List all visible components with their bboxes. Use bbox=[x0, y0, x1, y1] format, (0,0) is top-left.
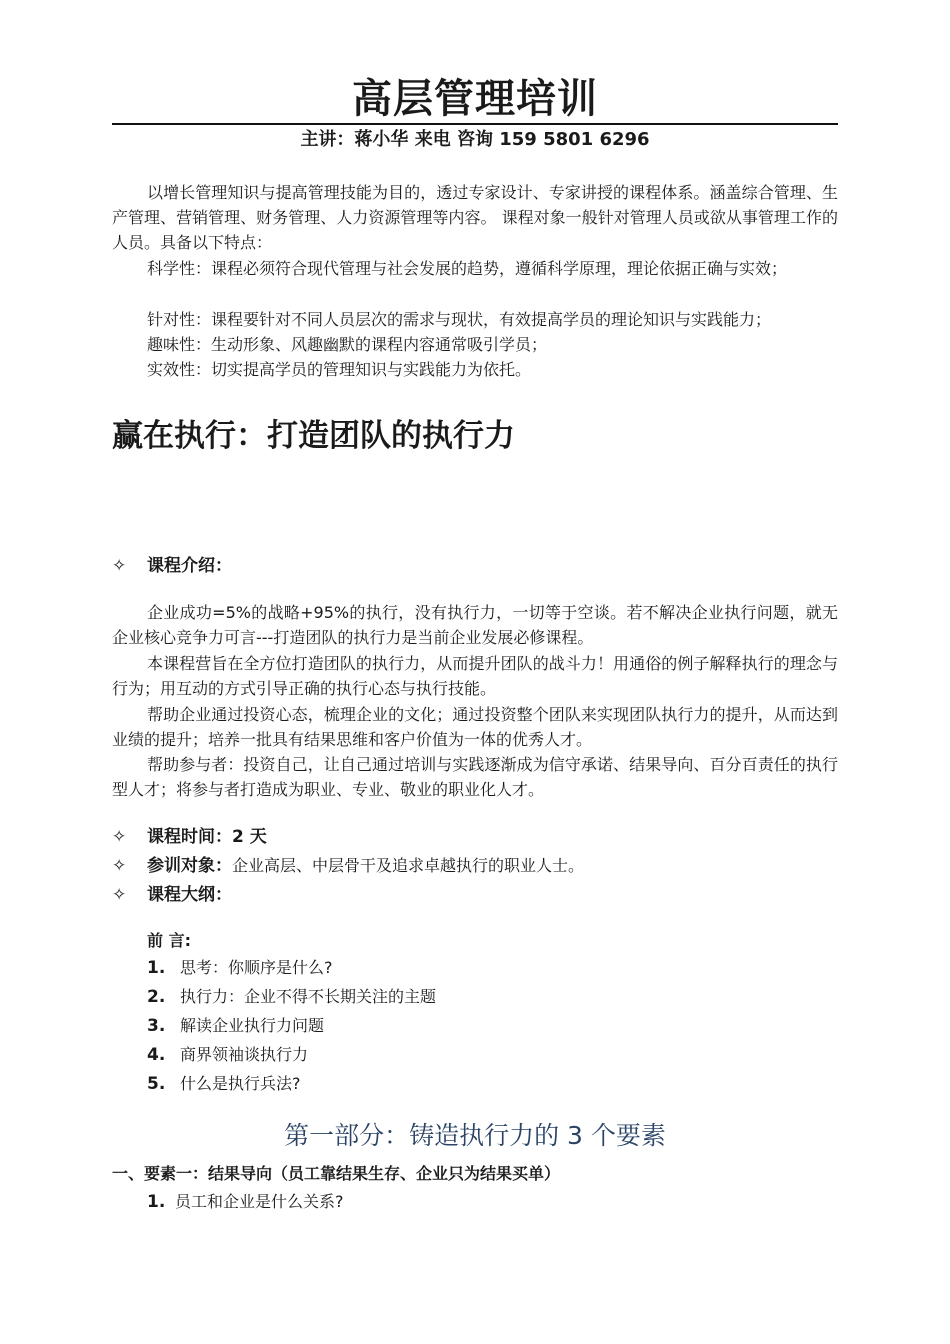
list-number: 4. bbox=[147, 1045, 166, 1065]
diamond-bullet-icon: ✧ bbox=[112, 885, 127, 905]
list-item bbox=[147, 1072, 301, 1096]
diamond-bullet-icon: ✧ bbox=[112, 856, 127, 876]
part-one-heading: 第一部分：铸造执行力的 3 个要素 bbox=[284, 1121, 666, 1150]
feature-practical: 实效性：切实提高学员的管理知识与实践能力为依托。 bbox=[147, 360, 532, 379]
list-number: 1. bbox=[147, 1192, 166, 1212]
title-divider bbox=[112, 123, 838, 125]
speaker-contact: 主讲：蒋小华 来电 咨询 159 5801 6296 bbox=[300, 129, 650, 150]
document-title: 高层管理培训 bbox=[352, 76, 598, 122]
course-intro-heading bbox=[112, 553, 232, 579]
feature-targeted: 针对性：课程要针对不同人员层次的需求与现状，有效提高学员的理论知识与实践能力； bbox=[147, 310, 772, 329]
audience-label: 参训对象： bbox=[147, 856, 232, 876]
list-text: 思考：你顺序是什么? bbox=[180, 958, 333, 977]
list-item bbox=[147, 1043, 308, 1067]
course-audience bbox=[112, 853, 584, 879]
list-number: 2. bbox=[147, 987, 166, 1007]
course-intro-paragraph: 帮助企业通过投资心态，梳理企业的文化；通过投资整个团队来实现团队执行力的提升，从而达到业绩的提升；培养一批具有结果思维和客户价值为一体的优秀人才。 bbox=[112, 705, 838, 749]
list-number: 1. bbox=[147, 958, 166, 978]
list-text: 解读企业执行力问题 bbox=[180, 1016, 325, 1035]
list-item bbox=[147, 1190, 344, 1214]
diamond-bullet-icon: ✧ bbox=[112, 556, 127, 576]
course-intro-paragraph: 企业成功=5%的战略+95%的执行，没有执行力，一切等于空谈。若不解决企业执行问题，就无企业核心竞争力可言---打造团队的执行力是当前企业发展必修课程。 bbox=[112, 603, 838, 647]
outline-label: 课程大纲： bbox=[147, 885, 232, 905]
course-outline-heading bbox=[112, 882, 232, 908]
element-one-heading: 一、要素一：结果导向（员工靠结果生存、企业只为结果买单） bbox=[112, 1164, 561, 1183]
course-time bbox=[112, 824, 267, 850]
course-intro-paragraph: 帮助参与者：投资自己，让自己通过培训与实践逐渐成为信守承诺、结果导向、百分百责任的执行型人才；将参与者打造成为职业、专业、敬业的职业化人才。 bbox=[112, 755, 838, 799]
course-title: 赢在执行：打造团队的执行力 bbox=[112, 418, 515, 454]
diamond-bullet-icon: ✧ bbox=[112, 827, 127, 847]
course-intro-label: 课程介绍： bbox=[147, 556, 232, 576]
audience-value: 企业高层、中层骨干及追求卓越执行的职业人士。 bbox=[232, 856, 585, 875]
course-intro-paragraph: 本课程营旨在全方位打造团队的执行力，从而提升团队的战斗力！用通俗的例子解释执行的理念与行为；用互动的方式引导正确的执行心态与执行技能。 bbox=[112, 654, 838, 698]
list-item bbox=[147, 1014, 324, 1038]
list-item bbox=[147, 956, 333, 980]
list-text: 商界领袖谈执行力 bbox=[180, 1045, 309, 1064]
list-text: 什么是执行兵法? bbox=[180, 1074, 301, 1093]
preface-label: 前 言: bbox=[147, 931, 191, 950]
feature-interesting: 趣味性：生动形象、风趣幽默的课程内容通常吸引学员； bbox=[147, 335, 548, 354]
list-number: 3. bbox=[147, 1016, 166, 1036]
list-number: 5. bbox=[147, 1074, 166, 1094]
feature-scientific: 科学性：课程必须符合现代管理与社会发展的趋势，遵循科学原理，理论依据正确与实效； bbox=[147, 259, 788, 278]
intro-paragraph: 以增长管理知识与提高管理技能为目的，透过专家设计、专家讲授的课程体系。涵盖综合管理、生产管理、营销管理、财务管理、人力资源管理等内容。 课程对象一般针对管理人员或欲从事管理工作的人员。具备以下特点： bbox=[112, 183, 838, 252]
list-text: 员工和企业是什么关系? bbox=[175, 1192, 344, 1211]
list-text: 执行力：企业不得不长期关注的主题 bbox=[180, 987, 437, 1006]
course-time-label: 课程时间：2 天 bbox=[147, 827, 267, 847]
list-item bbox=[147, 985, 436, 1009]
